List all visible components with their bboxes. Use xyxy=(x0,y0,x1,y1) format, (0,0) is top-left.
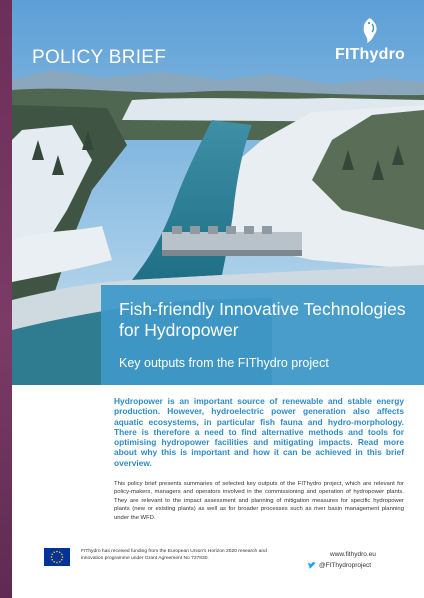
brief-subtitle: Key outputs from the FIThydro project xyxy=(119,356,329,370)
logo-wordmark: FIThydro xyxy=(334,46,406,63)
funding-statement: FIThydro has received funding from the European Union's Horizon 2020 research and innovation programme under Grant Agreement No 727830. xyxy=(81,549,267,562)
brief-title: Fish-friendly Innovative Technologies for Hydropower xyxy=(119,299,406,340)
twitter-handle: @FIThydroproject xyxy=(319,562,372,569)
body-paragraph: This policy brief presents summaries of selected key outputs of the FIThydro project, which are relevant for policy-makers, managers and operators involved in the commissioning and operation of hydropower plants. They are relevant to the impact assessment and planning of mitigation measures for specific hydropower plants (new or existing plants) as well as for broader processes such as river basin management planning under the WFD. xyxy=(114,481,404,521)
fish-logo-icon xyxy=(357,16,383,44)
eu-stars xyxy=(44,548,70,566)
doc-type-label: POLICY BRIEF xyxy=(32,47,167,68)
twitter-link[interactable] xyxy=(308,562,371,569)
intro-paragraph: Hydropower is an important source of renewable and stable energy production. However, hydroelectric power generation also affects aquatic ecosystems, in particular fish fauna and hydro-morphology. There is therefore a need to find alternative methods and tools for optimising hydropower facilities and mitigating impacts. Read more about why this is important and how it can be achieved in this brief overview. xyxy=(114,396,404,468)
twitter-bird-icon xyxy=(308,562,316,569)
title-box xyxy=(101,285,424,385)
eu-flag-icon xyxy=(44,548,70,566)
website-link[interactable]: www.fithydro.eu xyxy=(330,551,376,558)
fithydro-logo xyxy=(322,16,418,71)
left-accent-band xyxy=(0,0,12,598)
